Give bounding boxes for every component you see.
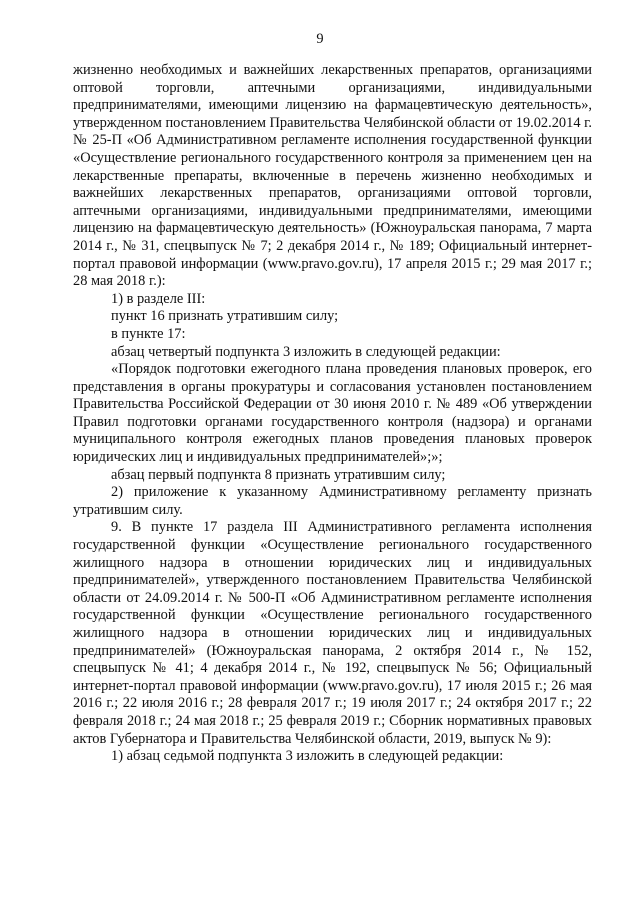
paragraph-8: 2) приложение к указанному Административному регламенту признать утратившим силу.: [73, 484, 592, 518]
page-number: 9: [316, 31, 324, 47]
paragraph-6: «Порядок подготовки ежегодного плана проведения плановых проверок, его представления в органы прокуратуры и согласования установлен постановлением Правительства Российской Федерации от 30 июня 2010 г. № 489 «Об утверждении Правил подготовки органами государственного контроля (надзора) и органами муниципального контроля ежегодных планов проведения плановых проверок юридических лиц и индивидуальных предпринимателей»;»;: [73, 361, 592, 466]
paragraph-1: жизненно необходимых и важнейших лекарственных препаратов, организациями оптовой торговли, аптечными организациями, индивидуальными предпринимателями, имеющими лицензию на фармацевтическую деятельность», утвержденном постановлением Правительства Челябинской области от 19.02.2014 г. № 25-П «Об Административном регламенте исполнения государственной функции «Осуществление регионального государственного контроля за применением цен на лекарственные препараты, включенные в перечень жизненно необходимых и важнейших лекарственных препаратов, организациями оптовой торговли, аптечными организациями, индивидуальными предпринимателями, имеющими лицензию на фармацевтическую деятельность» (Южноуральская панорама, 7 марта 2014 г., № 31, спецвыпуск № 7; 2 декабря 2014 г., № 189; Официальный интернет-портал правовой информации (www.pravo.gov.ru), 17 апреля 2015 г.; 29 мая 2017 г.; 28 мая 2018 г.):: [73, 62, 592, 290]
paragraph-3: пункт 16 признать утратившим силу;: [111, 308, 339, 325]
document-body: [73, 62, 592, 766]
paragraph-5: абзац четвертый подпункта 3 изложить в следующей редакции:: [111, 343, 501, 360]
paragraph-9: 9. В пункте 17 раздела III Административного регламента исполнения государственной функции «Осуществление регионального государственного жилищного надзора в отношении юридических лиц и индивидуальных предпринимателей», утвержденного постановлением Правительства Челябинской области от 24.09.2014 г. № 500-П «Об Административном регламенте исполнения государственной функции «Осуществление регионального государственного жилищного надзора в отношении юридических лиц и индивидуальных предпринимателей» (Южноуральская панорама, 2 октября 2014 г., № 152, спецвыпуск № 41; 4 декабря 2014 г., № 192, спецвыпуск № 56; Официальный интернет-портал правовой информации (www.pravo.gov.ru), 17 июля 2015 г.; 26 мая 2016 г.; 22 июля 2016 г.; 28 февраля 2017 г.; 19 июля 2017 г.; 24 октября 2017 г.; 22 февраля 2018 г.; 24 мая 2018 г.; 25 февраля 2019 г.; Сборник нормативных правовых актов Губернатора и Правительства Челябинской области, 2019, выпуск № 9):: [73, 519, 592, 747]
paragraph-2: 1) в разделе III:: [111, 290, 206, 307]
paragraph-4: в пункте 17:: [111, 325, 186, 342]
paragraph-10: 1) абзац седьмой подпункта 3 изложить в следующей редакции:: [111, 748, 504, 765]
paragraph-7: абзац первый подпункта 8 признать утратившим силу;: [111, 466, 446, 483]
